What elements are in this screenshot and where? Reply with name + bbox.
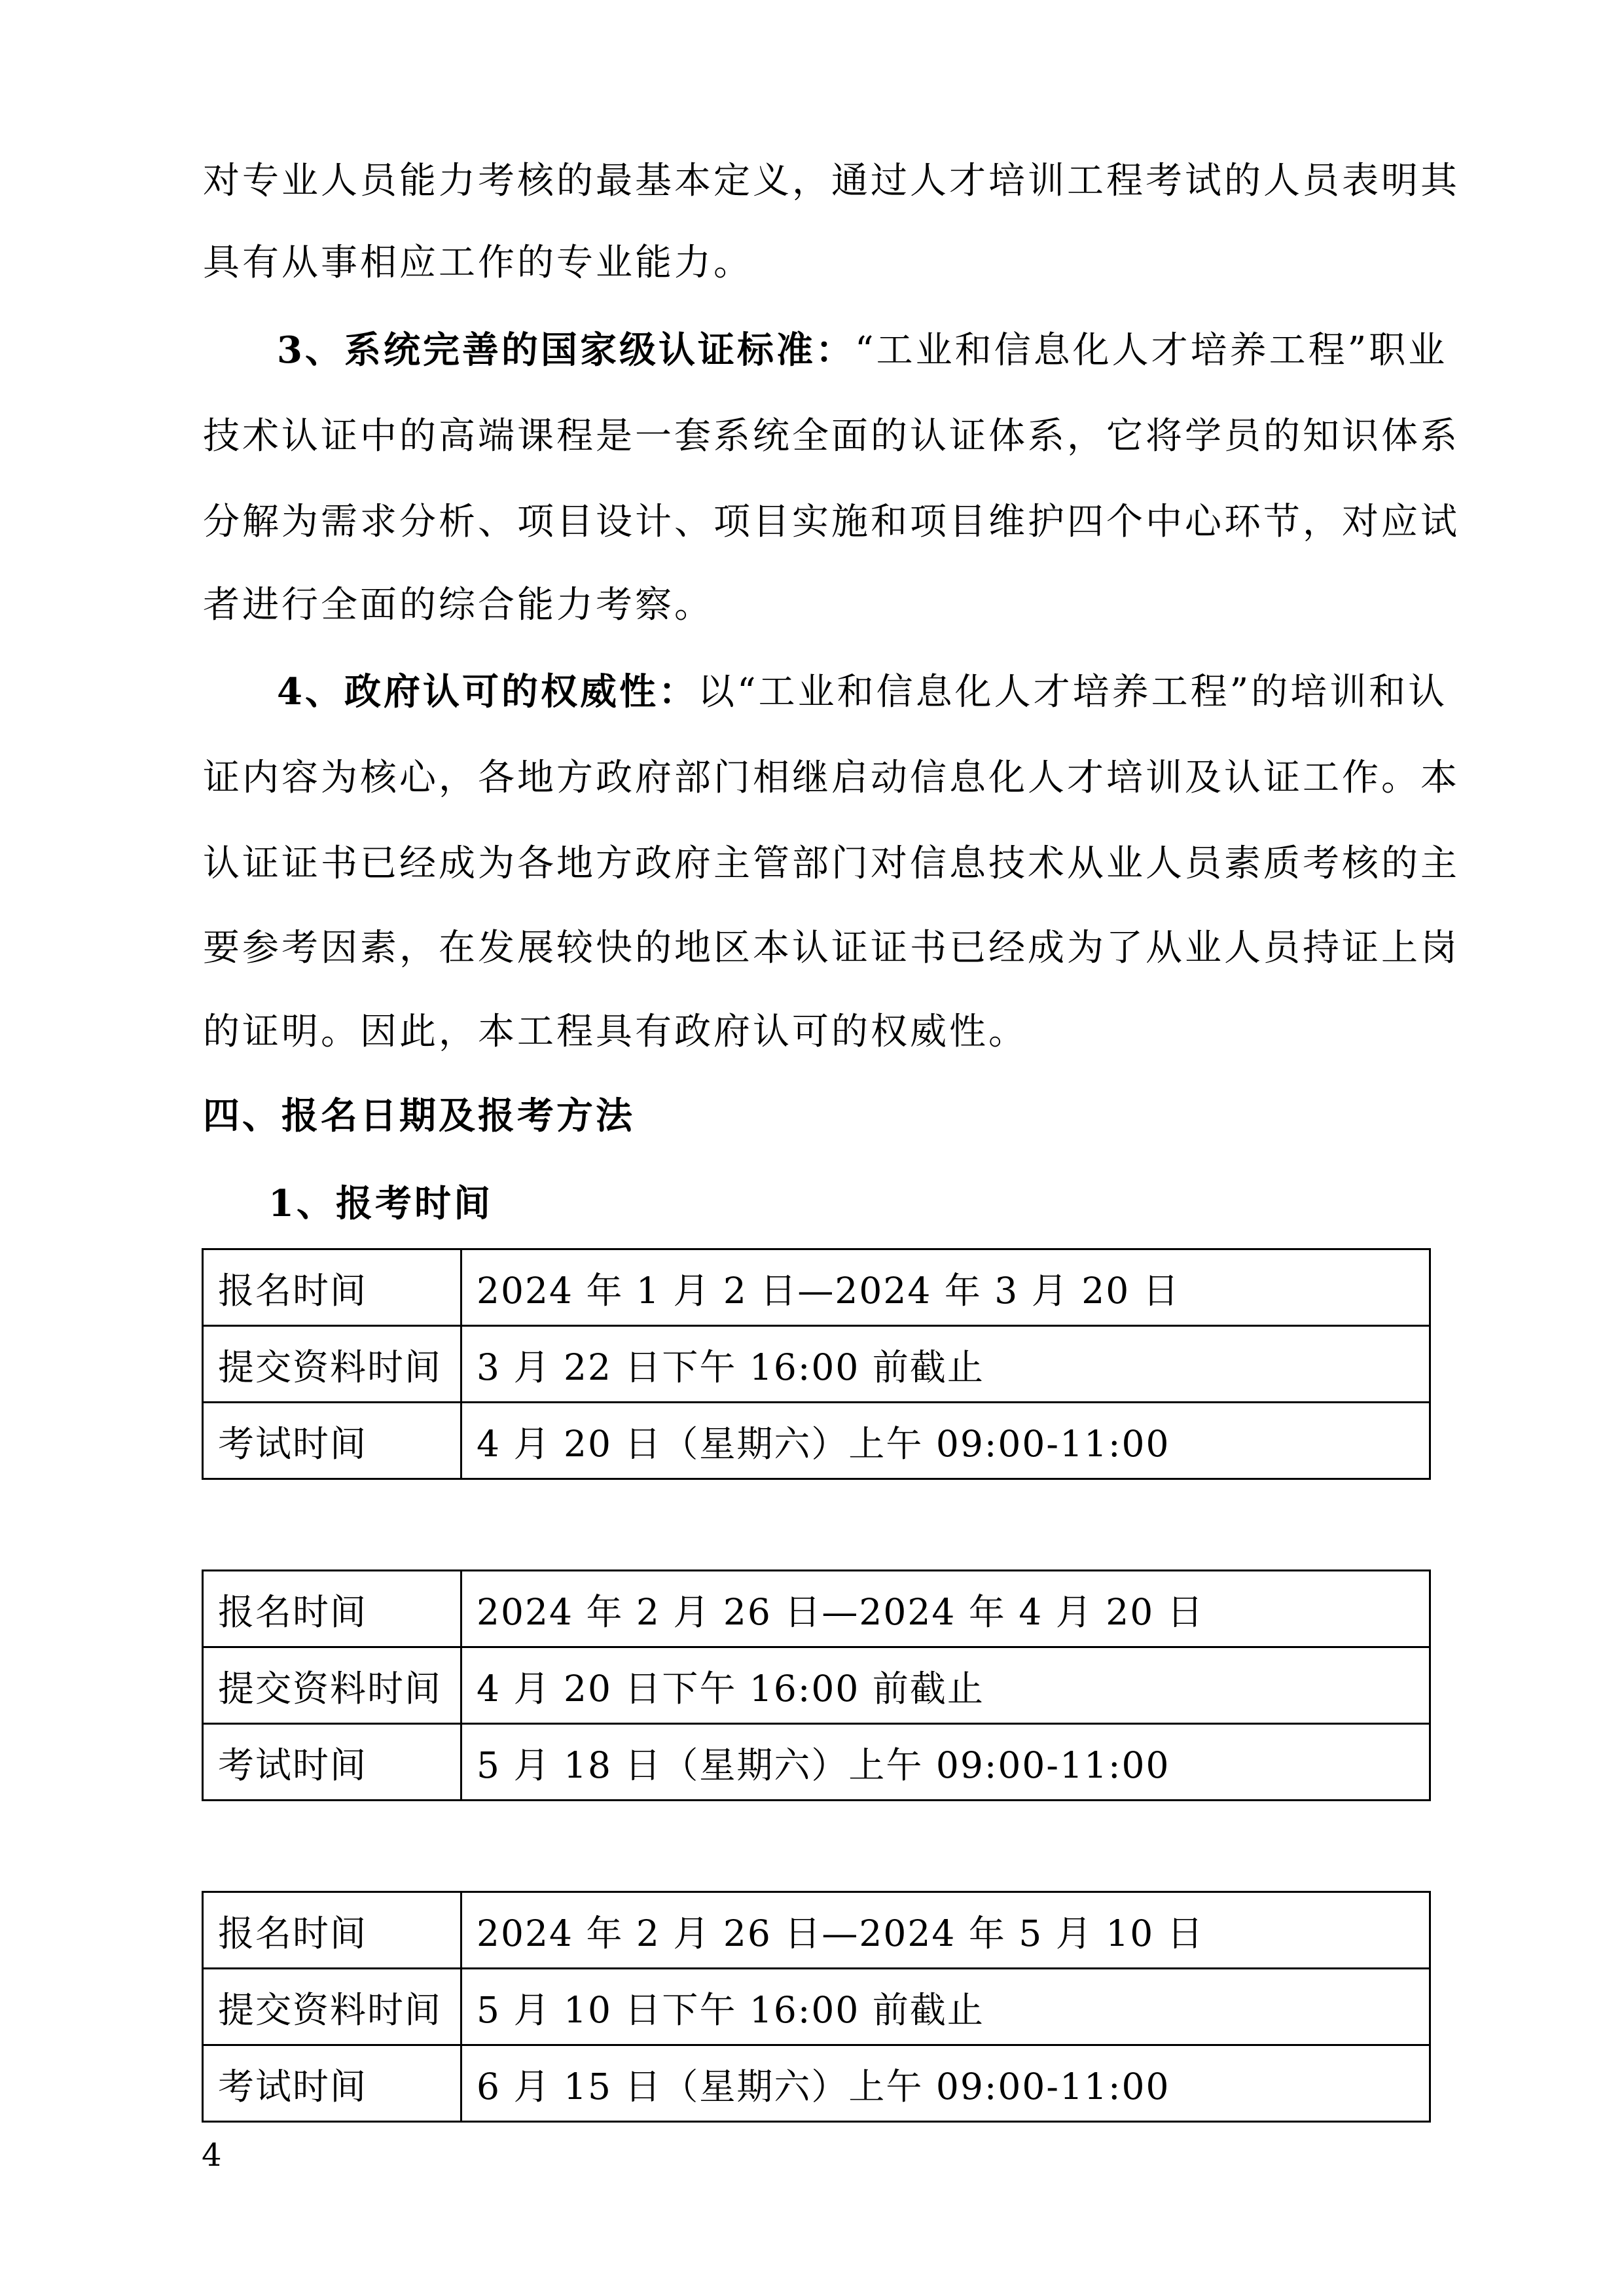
paragraph-3-line-1 <box>277 324 1447 377</box>
paragraph-4-lead: 4、政府认可的权威性： <box>277 670 698 713</box>
section-heading: 四、报名日期及报考方法 <box>203 1094 635 1138</box>
schedule-table-2 <box>202 1570 1431 1801</box>
schedule-label: 提交资料时间 <box>203 1326 461 1403</box>
schedule-table-1 <box>202 1248 1431 1480</box>
schedule-value: 5 月 18 日（星期六）上午 09:00-11:00 <box>461 1724 1430 1801</box>
schedule-value: 6 月 15 日（星期六）上午 09:00-11:00 <box>461 2045 1430 2122</box>
paragraph-line: 者进行全面的综合能力考察。 <box>203 584 713 626</box>
schedule-value: 4 月 20 日下午 16:00 前截止 <box>461 1647 1430 1724</box>
schedule-label: 考试时间 <box>203 1724 461 1801</box>
paragraph-line: 认证证书已经成为各地方政府主管部门对信息技术从业人员素质考核的主 <box>203 842 1460 885</box>
paragraph-4-text: 以“工业和信息化人才培养工程”的培训和认 <box>697 671 1448 713</box>
table-row <box>203 1892 1430 1969</box>
schedule-value: 5 月 10 日下午 16:00 前截止 <box>461 1969 1430 2045</box>
schedule-value: 2024 年 1 月 2 日—2024 年 3 月 20 日 <box>461 1249 1430 1326</box>
paragraph-line: 要参考因素，在发展较快的地区本认证证书已经成为了从业人员持证上岗 <box>203 927 1460 969</box>
table-row <box>203 2045 1430 2122</box>
schedule-label: 提交资料时间 <box>203 1647 461 1724</box>
sub-heading: 1、报考时间 <box>268 1182 493 1225</box>
paragraph-line: 证内容为核心，各地方政府部门相继启动信息化人才培训及认证工作。本 <box>203 757 1460 799</box>
table-row <box>203 1724 1430 1801</box>
schedule-label: 考试时间 <box>203 1403 461 1479</box>
schedule-label: 报名时间 <box>203 1892 461 1969</box>
table-row <box>203 1326 1430 1403</box>
schedule-label: 报名时间 <box>203 1249 461 1326</box>
paragraph-line: 分解为需求分析、项目设计、项目实施和项目维护四个中心环节，对应试 <box>203 501 1460 543</box>
schedule-label: 考试时间 <box>203 2045 461 2122</box>
paragraph-line: 对专业人员能力考核的最基本定义，通过人才培训工程考试的人员表明其 <box>203 160 1460 202</box>
schedule-value: 4 月 20 日（星期六）上午 09:00-11:00 <box>461 1403 1430 1479</box>
paragraph-4-line-1 <box>277 666 1447 719</box>
paragraph-3-text: “工业和信息化人才培养工程”职业 <box>854 329 1448 372</box>
table-row <box>203 1403 1430 1479</box>
table-row <box>203 1647 1430 1724</box>
schedule-value: 2024 年 2 月 26 日—2024 年 5 月 10 日 <box>461 1892 1430 1969</box>
page-number: 4 <box>202 2137 222 2174</box>
schedule-value: 3 月 22 日下午 16:00 前截止 <box>461 1326 1430 1403</box>
paragraph-line: 的证明。因此，本工程具有政府认可的权威性。 <box>203 1011 1028 1053</box>
schedule-value: 2024 年 2 月 26 日—2024 年 4 月 20 日 <box>461 1571 1430 1647</box>
table-row <box>203 1571 1430 1647</box>
schedule-label: 报名时间 <box>203 1571 461 1647</box>
table-row <box>203 1969 1430 2045</box>
schedule-table-3 <box>202 1891 1431 2123</box>
schedule-label: 提交资料时间 <box>203 1969 461 2045</box>
paragraph-line: 具有从事相应工作的专业能力。 <box>203 242 753 284</box>
paragraph-line: 技术认证中的高端课程是一套系统全面的认证体系，它将学员的知识体系 <box>203 415 1460 457</box>
paragraph-3-lead: 3、系统完善的国家级认证标准： <box>277 329 855 372</box>
table-row <box>203 1249 1430 1326</box>
